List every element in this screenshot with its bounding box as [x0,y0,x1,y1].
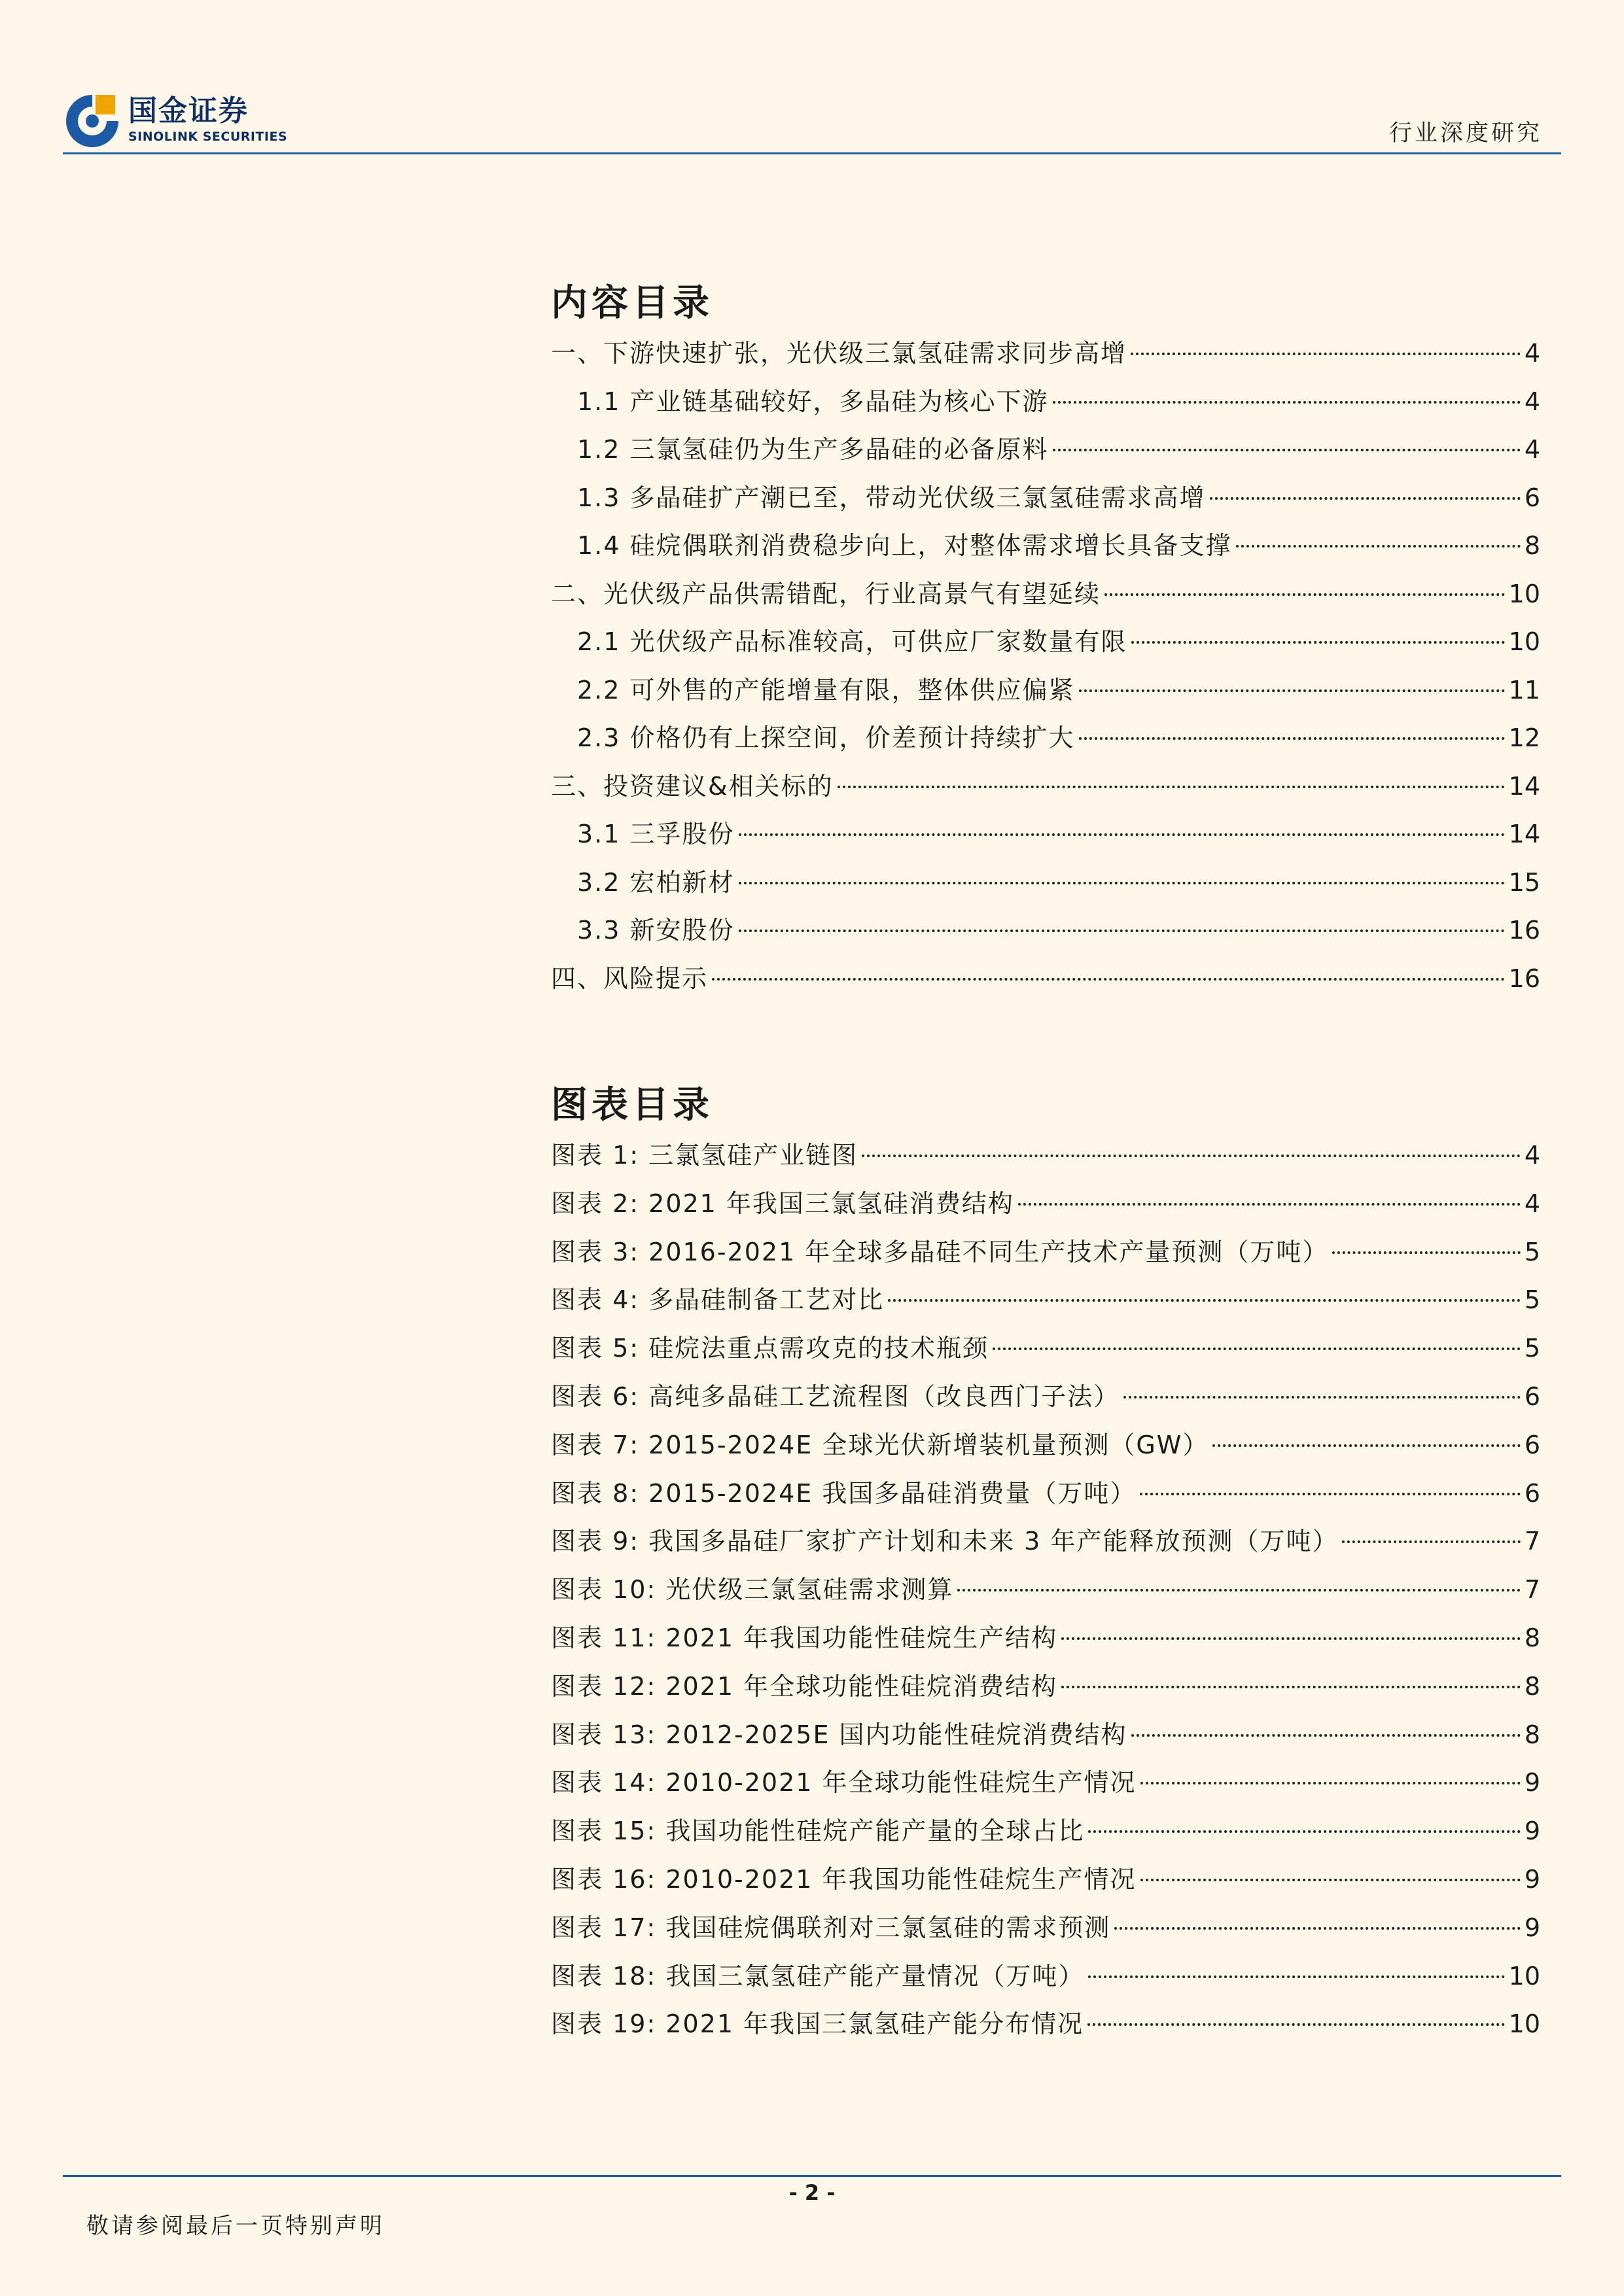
chart-index-entry[interactable] [551,1953,1540,2001]
entry-page-number: 9 [1524,1864,1540,1894]
dot-leader [1131,641,1505,644]
dot-leader [1088,1975,1504,1978]
dot-leader [1212,1444,1520,1447]
toc-entry[interactable] [551,330,1540,378]
chart-index-title: 图表目录 [551,1084,713,1126]
chart-index-entry[interactable] [551,1856,1540,1904]
entry-page-number: 12 [1508,723,1540,752]
entry-label: 3.1 三孚股份 [577,820,735,848]
toc-entry[interactable] [551,522,1540,570]
dot-leader [1342,1540,1520,1543]
dot-leader [1114,1927,1520,1930]
entry-label: 1.1 产业链基础较好，多晶硅为核心下游 [577,387,1049,416]
entry-page-number: 16 [1508,916,1540,945]
toc-entry[interactable] [551,955,1540,1003]
dot-leader [1087,2023,1505,2026]
entry-page-number: 14 [1508,771,1540,801]
entry-label: 图表 14: 2010-2021 年全球功能性硅烷生产情况 [551,1768,1137,1798]
chart-index-entry[interactable] [551,1663,1540,1711]
entry-label: 2.2 可外售的产能增量有限，整体供应偏紧 [577,675,1075,704]
entry-page-number: 10 [1508,2009,1540,2039]
logo-chinese-name: 国金证券 [128,94,249,128]
entry-label: 三、投资建议&相关标的 [551,771,834,801]
chart-index-entry[interactable] [551,1807,1540,1856]
entry-page-number: 16 [1508,964,1540,993]
entry-label: 图表 8: 2015-2024E 我国多晶硅消费量（万吨） [551,1478,1137,1508]
chart-index-entry[interactable] [551,1421,1540,1470]
dot-leader [993,1348,1521,1350]
entry-label: 图表 6: 高纯多晶硅工艺流程图（改良西门子法） [551,1382,1120,1411]
entry-page-number: 6 [1524,483,1540,512]
entry-page-number: 10 [1508,1961,1540,1991]
entry-label: 图表 13: 2012-2025E 国内功能性硅烷消费结构 [551,1720,1127,1749]
entry-page-number: 4 [1524,1189,1540,1218]
entry-label: 1.3 多晶硅扩产潮已至，带动光伏级三氯氢硅需求高增 [577,483,1206,512]
entry-label: 2.3 价格仍有上探空间，价差预计持续扩大 [577,723,1075,752]
entry-label: 图表 3: 2016-2021 年全球多晶硅不同生产技术产量预测（万吨） [551,1237,1329,1266]
entry-label: 图表 16: 2010-2021 年我国功能性硅烷生产情况 [551,1864,1137,1894]
dot-leader [1332,1251,1520,1254]
entry-label: 图表 18: 我国三氯氢硅产能产量情况（万吨） [551,1961,1085,1991]
dot-leader [1140,1782,1521,1784]
dot-leader [739,930,1505,932]
dot-leader [712,978,1505,981]
chart-index-entry[interactable] [551,1373,1540,1421]
entry-label: 2.1 光伏级产品标准较高，可供应厂家数量有限 [577,627,1127,656]
entry-page-number: 10 [1508,579,1540,608]
dot-leader [888,1299,1521,1302]
entry-page-number: 4 [1524,339,1540,368]
dot-leader [1104,593,1505,596]
toc-entry[interactable] [551,907,1540,955]
chart-index-entry[interactable] [551,1180,1540,1228]
dot-leader [1140,1493,1520,1495]
dot-leader [957,1589,1520,1592]
entry-label: 图表 5: 硅烷法重点需攻克的技术瓶颈 [551,1334,989,1363]
entry-page-number: 8 [1524,1671,1540,1701]
entry-label: 1.4 硅烷偶联剂消费稳步向上，对整体需求增长具备支撑 [577,531,1232,560]
dot-leader [1131,1734,1521,1737]
entry-label: 3.2 宏柏新材 [577,867,735,897]
entry-label: 图表 9: 我国多晶硅厂家扩产计划和未来 3 年产能释放预测（万吨） [551,1527,1339,1556]
chart-index-entry[interactable] [551,2000,1540,2049]
header-divider [63,152,1561,154]
chart-index-entry[interactable] [551,1904,1540,1953]
entry-page-number: 9 [1524,1817,1540,1846]
entry-label: 1.2 三氯氢硅仍为生产多晶硅的必备原料 [577,435,1049,464]
chart-index-entry[interactable] [551,1470,1540,1518]
entry-page-number: 15 [1508,867,1540,897]
entry-label: 图表 12: 2021 年全球功能性硅烷消费结构 [551,1671,1058,1701]
chart-index-list [551,1132,1540,2049]
chart-index-entry[interactable] [551,1759,1540,1807]
dot-leader [1123,1396,1521,1399]
entry-label: 图表 19: 2021 年我国三氯氢硅产能分布情况 [551,2009,1084,2039]
chart-index-entry[interactable] [551,1566,1540,1614]
entry-page-number: 7 [1524,1575,1540,1605]
dot-leader [1088,1830,1520,1833]
dot-leader [1018,1203,1521,1206]
entry-label: 二、光伏级产品供需错配，行业高景气有望延续 [551,579,1101,608]
toc-entry[interactable] [551,570,1540,619]
toc-entry[interactable] [551,763,1540,811]
entry-page-number: 8 [1524,1623,1540,1652]
entry-page-number: 4 [1524,435,1540,464]
page-number: - 2 - [788,2180,836,2205]
toc-entry[interactable] [551,667,1540,715]
chart-index-entry[interactable] [551,1614,1540,1663]
dot-leader [838,786,1505,788]
entry-page-number: 5 [1524,1334,1540,1363]
entry-page-number: 9 [1524,1913,1540,1942]
entry-page-number: 10 [1508,627,1540,656]
disclaimer-note: 敬请参阅最后一页特别声明 [86,2213,385,2239]
dot-leader [1053,401,1521,404]
chart-index-entry[interactable] [551,1132,1540,1180]
dot-leader [1053,449,1521,451]
toc-entry[interactable] [551,618,1540,667]
dot-leader [1140,1879,1521,1881]
entry-label: 图表 15: 我国功能性硅烷产能产量的全球占比 [551,1817,1085,1846]
chart-index-entry[interactable] [551,1325,1540,1373]
company-logo [63,92,295,150]
entry-page-number: 8 [1524,1720,1540,1749]
toc-entry[interactable] [551,810,1540,859]
entry-page-number: 6 [1524,1430,1540,1459]
entry-label: 图表 4: 多晶硅制备工艺对比 [551,1285,885,1315]
entry-page-number: 4 [1524,1141,1540,1170]
chart-index-entry[interactable] [551,1711,1540,1760]
dot-leader [739,833,1505,836]
chart-index [551,1079,1540,2049]
dot-leader [1236,545,1521,548]
entry-page-number: 7 [1524,1527,1540,1556]
entry-label: 一、下游快速扩张，光伏级三氯氢硅需求同步高增 [551,339,1127,368]
entry-label: 图表 17: 我国硅烷偶联剂对三氯氢硅的需求预测 [551,1913,1111,1942]
footer-divider [63,2175,1561,2177]
entry-label: 图表 1: 三氯氢硅产业链图 [551,1141,858,1170]
entry-page-number: 11 [1508,675,1540,704]
dot-leader [1210,497,1521,500]
chart-index-entry[interactable] [551,1518,1540,1566]
dot-leader [739,882,1505,884]
logo-english-name: SINOLINK SECURITIES [128,130,288,144]
entry-page-number: 6 [1524,1478,1540,1508]
toc-entry[interactable] [551,426,1540,474]
entry-page-number: 6 [1524,1382,1540,1411]
entry-label: 3.3 新安股份 [577,916,735,945]
toc-entry[interactable] [551,714,1540,763]
dot-leader [1131,353,1521,355]
entry-label: 图表 10: 光伏级三氯氢硅需求测算 [551,1575,954,1605]
entry-page-number: 14 [1508,820,1540,848]
toc-entry[interactable] [551,859,1540,907]
entry-page-number: 9 [1524,1768,1540,1798]
entry-label: 图表 11: 2021 年我国功能性硅烷生产结构 [551,1623,1058,1652]
dot-leader [1079,689,1505,692]
chart-index-entry[interactable] [551,1228,1540,1277]
dot-leader [1079,737,1505,740]
entry-label: 图表 7: 2015-2024E 全球光伏新增装机量预测（GW） [551,1430,1209,1459]
entry-label: 图表 2: 2021 年我国三氯氢硅消费结构 [551,1189,1014,1218]
dot-leader [1061,1637,1521,1640]
entry-page-number: 5 [1524,1285,1540,1315]
report-type-label: 行业深度研究 [1388,120,1542,147]
chart-index-entry[interactable] [551,1276,1540,1325]
toc-list [551,330,1540,1003]
dot-leader [1061,1686,1521,1688]
toc-entry[interactable] [551,474,1540,523]
table-of-contents [551,277,1540,1003]
dot-leader [862,1155,1521,1157]
entry-label: 四、风险提示 [551,964,709,993]
sinolink-logo-icon [63,92,122,150]
toc-title: 内容目录 [551,282,713,324]
entry-page-number: 4 [1524,387,1540,416]
entry-page-number: 8 [1524,531,1540,560]
entry-page-number: 5 [1524,1237,1540,1266]
toc-entry[interactable] [551,378,1540,426]
